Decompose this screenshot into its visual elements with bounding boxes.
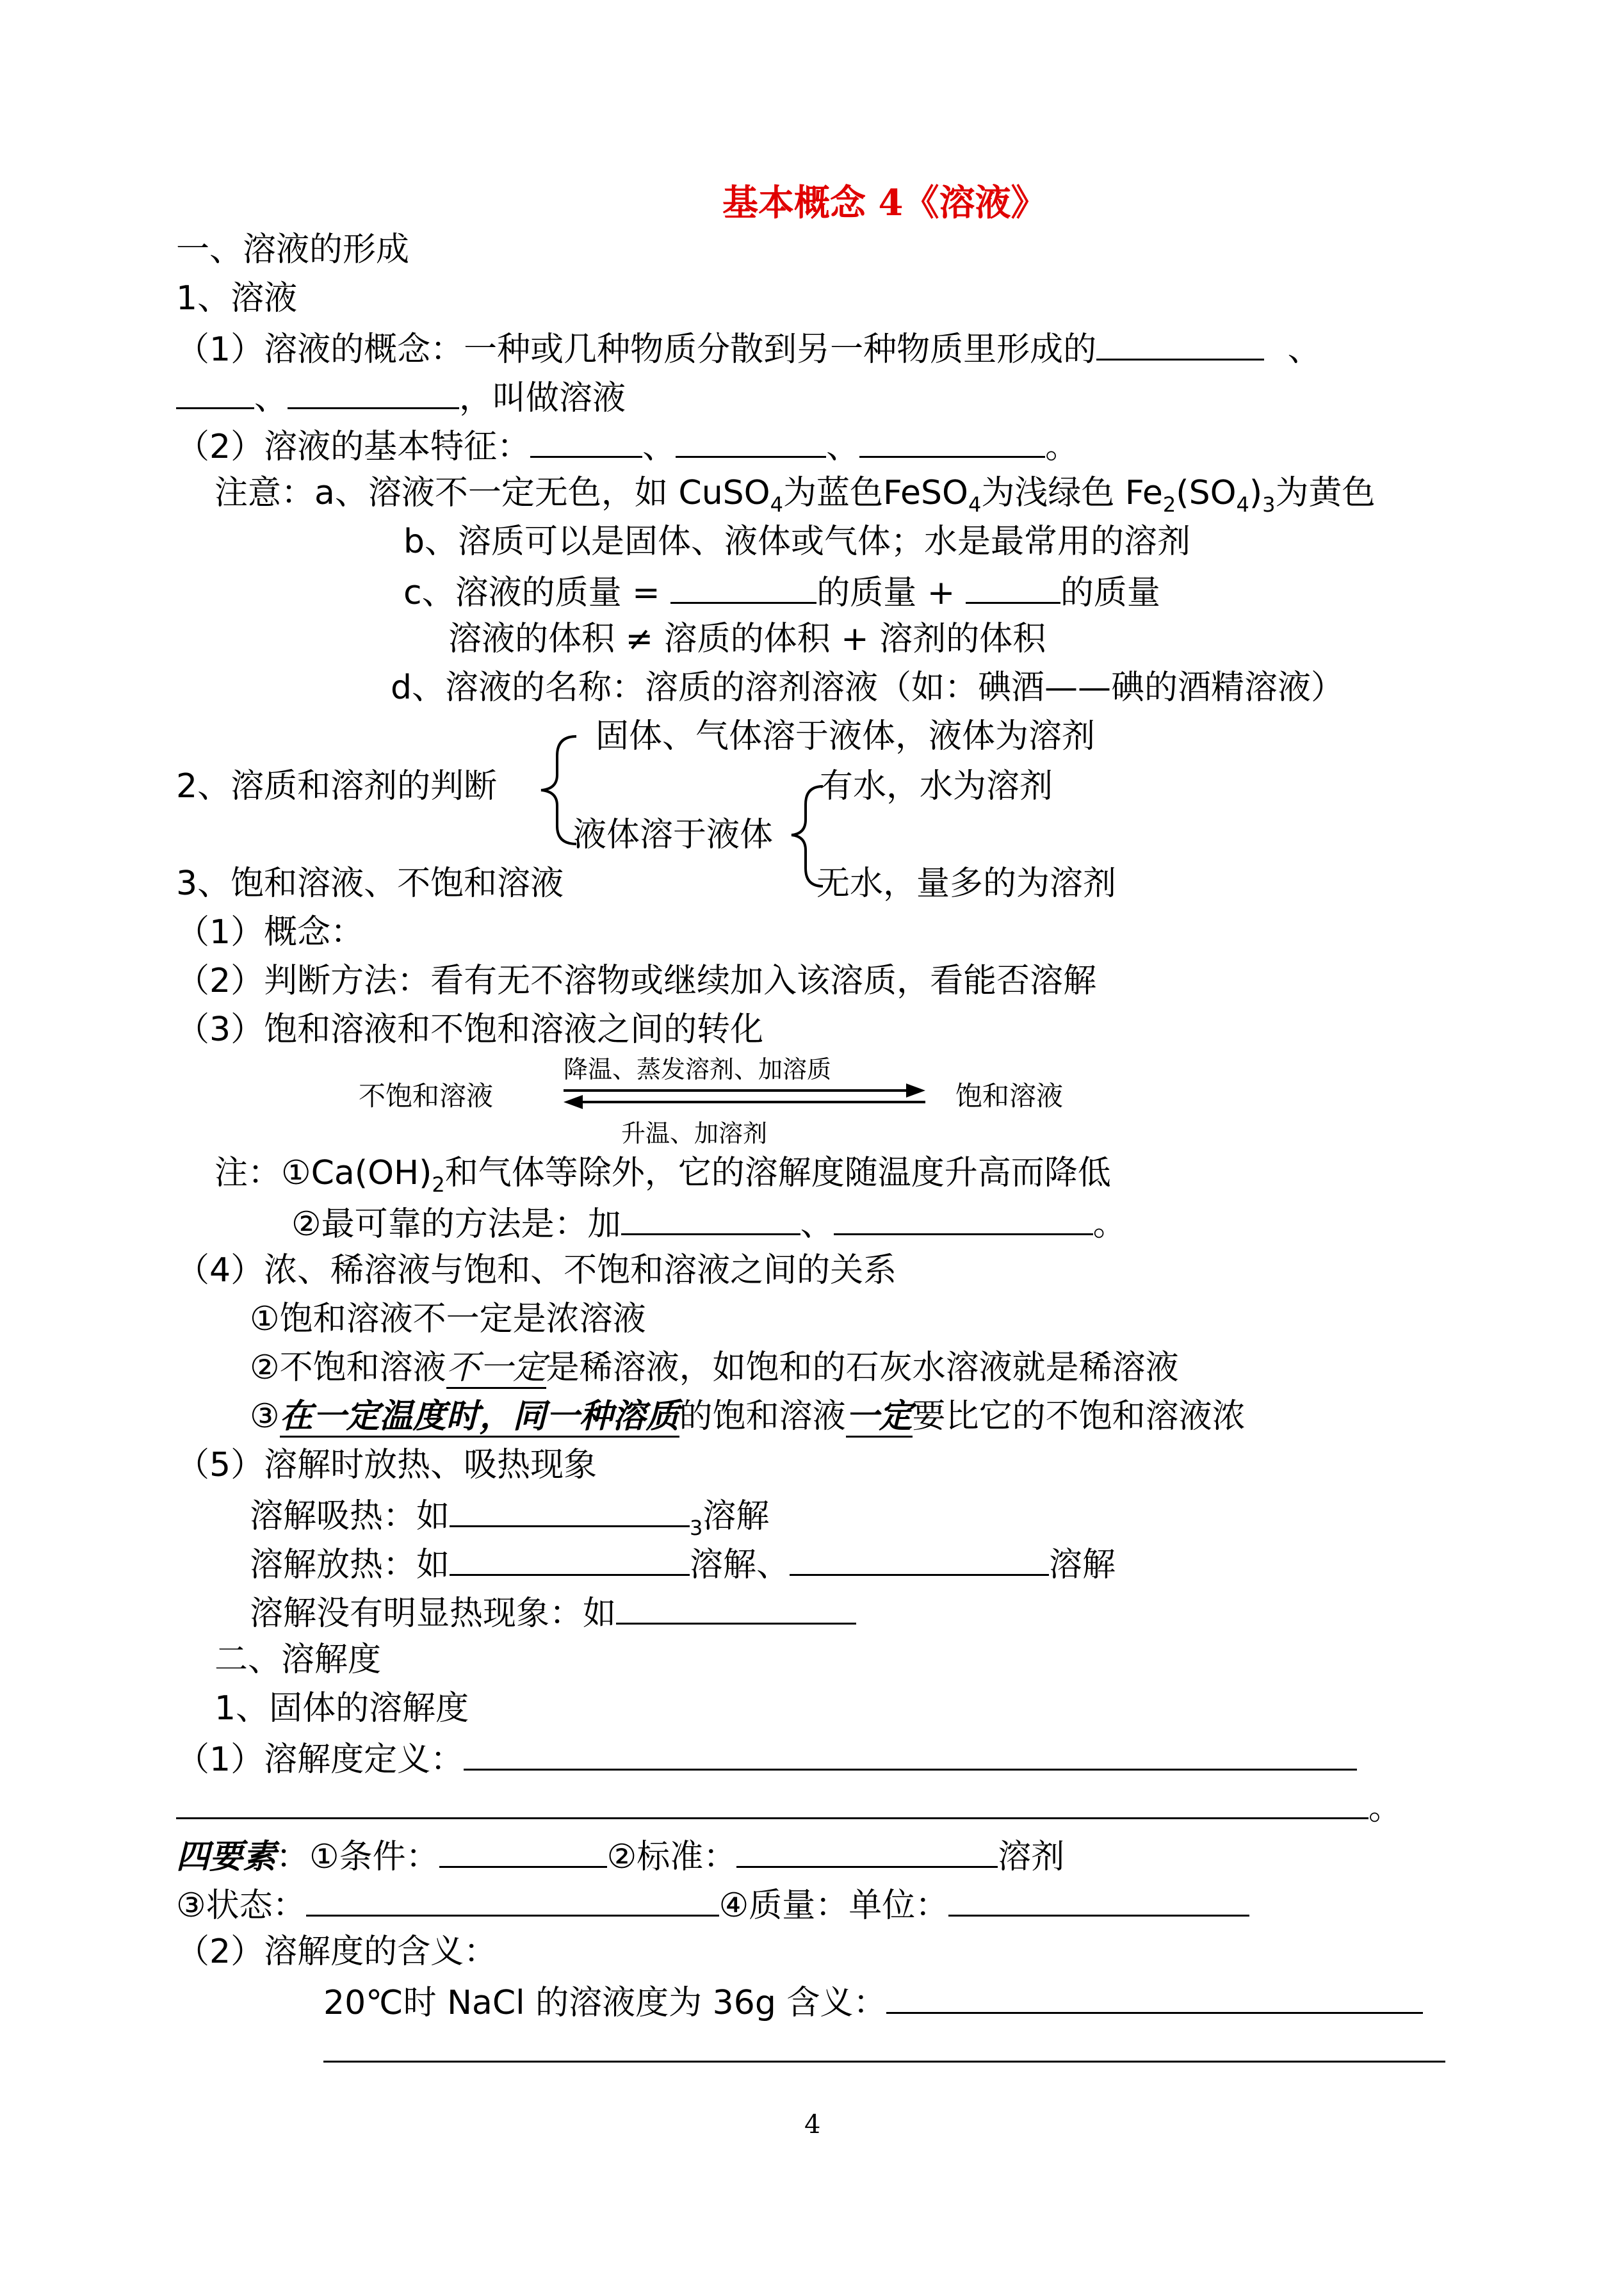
- fill-blank[interactable]: [616, 1591, 856, 1625]
- fill-blank[interactable]: [621, 1201, 800, 1235]
- judge-item: 无水，量多的为溶剂: [816, 864, 1117, 903]
- answer-line[interactable]: [323, 2061, 1445, 2063]
- relation-item: ③在一定温度时，同一种溶质的饱和溶液一定要比它的不饱和溶液浓: [250, 1396, 1246, 1437]
- conv-right-label: 饱和溶液: [955, 1080, 1064, 1112]
- fill-blank[interactable]: [834, 1201, 1093, 1235]
- four-elements: 四要素：①条件： ②标准： 溶剂: [176, 1834, 1064, 1877]
- conv-back-label: 升温、加溶剂: [621, 1119, 768, 1148]
- fill-blank[interactable]: [306, 1883, 719, 1917]
- section-heading: 一、溶液的形成: [176, 231, 410, 269]
- four-elements-cont: ③状态： ④质量：单位：: [176, 1883, 1249, 1926]
- relation-item: ②不饱和溶液不一定是稀溶液，如饱和的石灰水溶液就是稀溶液: [250, 1347, 1179, 1388]
- note-a: 注意：a、溶液不一定无色，如 CuSO$_4$为蓝色FeSO$_4$为浅绿色 $Fe_2(SO_4)_3$为黄色: [215, 474, 1376, 517]
- page-title: 基本概念 4《溶液》: [722, 182, 1047, 224]
- judge-item: 固体、气体溶于液体，液体为溶剂: [596, 717, 1096, 756]
- heat-none: 溶解没有明显热现象：如: [250, 1591, 856, 1634]
- solubility-definition-cont: 。: [176, 1785, 1402, 1829]
- heat-heading: （5）溶解时放热、吸热现象: [176, 1446, 597, 1484]
- note2-line1: 注：$①Ca(OH)_2$和气体等除外，它的溶解度随温度升高而降低: [215, 1154, 1111, 1197]
- fill-blank[interactable]: [176, 1785, 1368, 1819]
- note2-line2: ②最可靠的方法是：加 、 。: [291, 1201, 1126, 1245]
- page-number: 4: [804, 2110, 821, 2139]
- meaning-line: 20℃时 NaCl 的溶液度为 36g 含义：: [323, 1980, 1423, 2023]
- sat-conversion: （3）饱和溶液和不饱和溶液之间的转化: [176, 1010, 764, 1049]
- fill-blank[interactable]: [736, 1834, 998, 1868]
- fill-blank[interactable]: [450, 1493, 690, 1527]
- subsection-heading: 1、固体的溶解度: [215, 1689, 469, 1728]
- section-heading: 二、溶解度: [215, 1641, 382, 1679]
- fill-blank[interactable]: [790, 1542, 1049, 1576]
- note-d: d、溶液的名称：溶质的溶剂溶液（如：碘酒——碘的酒精溶液）: [391, 669, 1345, 707]
- fill-blank[interactable]: [439, 1834, 607, 1868]
- judge-title: 2、溶质和溶剂的判断: [176, 767, 498, 806]
- concept-line-cont: 、 ，叫做溶液: [176, 375, 626, 419]
- solubility-definition: （1）溶解度定义：: [176, 1737, 1357, 1780]
- subsection-heading: 1、溶液: [176, 279, 298, 318]
- note-b: b、溶质可以是固体、液体或气体；水是最常用的溶剂: [403, 523, 1191, 561]
- feature-line: （2）溶液的基本特征： 、 、 。: [176, 424, 1078, 467]
- note-volume: 溶液的体积 ≠ 溶质的体积 + 溶剂的体积: [448, 620, 1046, 658]
- note-c: c、溶液的质量 = 的质量 + 的质量: [403, 570, 1160, 613]
- back-arrowhead: [564, 1095, 583, 1109]
- fill-blank[interactable]: [948, 1883, 1249, 1917]
- conv-forward-label: 降温、蒸发溶剂、加溶质: [564, 1055, 832, 1083]
- meaning-heading: （2）溶解度的含义：: [176, 1933, 498, 1971]
- relation-heading: （4）浓、稀溶液与饱和、不饱和溶液之间的关系: [176, 1251, 897, 1290]
- sat-judge: （2）判断方法：看有无不溶物或继续加入该溶质，看能否溶解: [176, 962, 1097, 1000]
- concept-line: （1）溶液的概念：一种或几种物质分散到另一种物质里形成的 、: [176, 327, 1321, 370]
- fill-blank[interactable]: [464, 1737, 1357, 1771]
- conv-left-label: 不饱和溶液: [359, 1080, 494, 1112]
- judge-item: 有水，水为溶剂: [820, 767, 1053, 806]
- fill-blank[interactable]: [886, 1980, 1423, 2014]
- sat-concept: （1）概念：: [176, 913, 364, 952]
- judge-item: 液体溶于液体: [573, 816, 774, 854]
- heat-release: 溶解放热：如 溶解、 溶解: [250, 1542, 1116, 1585]
- heat-absorb: 溶解吸热：如 $_3$溶解: [250, 1493, 769, 1537]
- forward-arrowhead: [906, 1083, 925, 1098]
- fill-blank[interactable]: [450, 1542, 690, 1576]
- relation-item: ①饱和溶液不一定是浓溶液: [250, 1300, 646, 1338]
- saturation-heading: 3、饱和溶液、不饱和溶液: [176, 864, 564, 903]
